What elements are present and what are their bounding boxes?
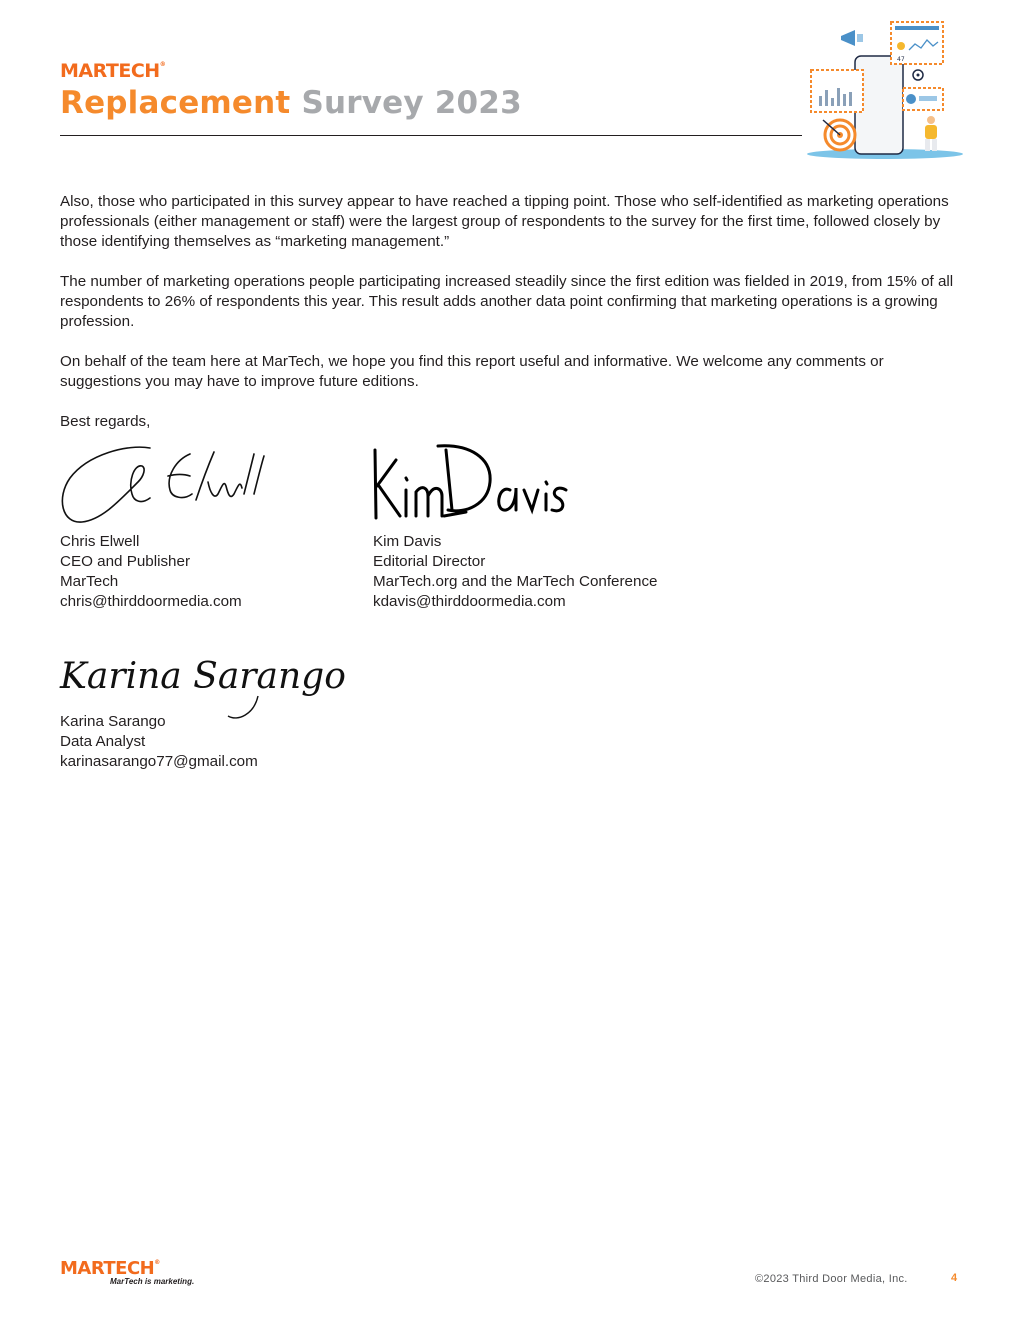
signatory-name: Karina Sarango bbox=[60, 713, 166, 730]
chris-elwell-signature bbox=[58, 442, 268, 528]
martech-logo: MARTECH® bbox=[60, 60, 166, 82]
footer-copyright: ©2023 Third Door Media, Inc. bbox=[755, 1273, 908, 1285]
signatory-chris-elwell bbox=[60, 532, 242, 612]
footer-martech-logo: MARTECH® bbox=[60, 1258, 160, 1279]
title-highlight: Replacement bbox=[60, 85, 291, 121]
signatory-title: Editorial Director bbox=[373, 553, 486, 570]
svg-text:Karina Sarango: Karina Sarango bbox=[60, 656, 346, 697]
person-icon bbox=[927, 116, 935, 124]
letter-body bbox=[60, 192, 960, 452]
signatory-name: Kim Davis bbox=[373, 533, 442, 550]
hero-chart-value: 47 bbox=[897, 56, 905, 63]
page-number: 4 bbox=[951, 1272, 958, 1284]
paragraph-2: The number of marketing operations people participating increased steadily since the first edition was fielded in 2019, from 15% of all respondents to 26% of respondents this year. This result adds another data point confirming that marketing operations is a growing profession. bbox=[60, 273, 954, 330]
marketing-dashboard-illustration bbox=[805, 18, 963, 160]
report-title bbox=[60, 86, 522, 120]
paragraph-3: On behalf of the team here at MarTech, we hope you find this report useful and informative. We welcome any comments or suggestions you may have to improve future editions. bbox=[60, 353, 884, 390]
signatory-org: MarTech.org and the MarTech Conference bbox=[373, 573, 658, 590]
signatory-title: CEO and Publisher bbox=[60, 553, 191, 570]
paragraph-1: Also, those who participated in this survey appear to have reached a tipping point. Those who self-identified as marketing operations professionals (either management or staff) were the largest group of respondents to the survey for the first time, followed closely by those identifying themselves as “marketing management.” bbox=[60, 193, 949, 250]
footer-tagline: MarTech is marketing. bbox=[110, 1277, 195, 1286]
signatory-kim-davis bbox=[373, 532, 658, 612]
title-rest: Survey 2023 bbox=[301, 85, 522, 121]
kim-davis-signature bbox=[370, 440, 570, 524]
signatory-title: Data Analyst bbox=[60, 733, 146, 750]
closing: Best regards, bbox=[60, 413, 151, 430]
signatory-name: Chris Elwell bbox=[60, 533, 140, 550]
signatory-karina-sarango bbox=[60, 712, 258, 772]
signatory-email[interactable]: chris@thirddoormedia.com bbox=[60, 593, 242, 610]
signatory-email[interactable]: karinasarango77@gmail.com bbox=[60, 753, 258, 770]
header-divider bbox=[60, 135, 802, 136]
megaphone-icon bbox=[841, 30, 855, 46]
signatory-org: MarTech bbox=[60, 573, 119, 590]
signatory-email[interactable]: kdavis@thirddoormedia.com bbox=[373, 593, 566, 610]
